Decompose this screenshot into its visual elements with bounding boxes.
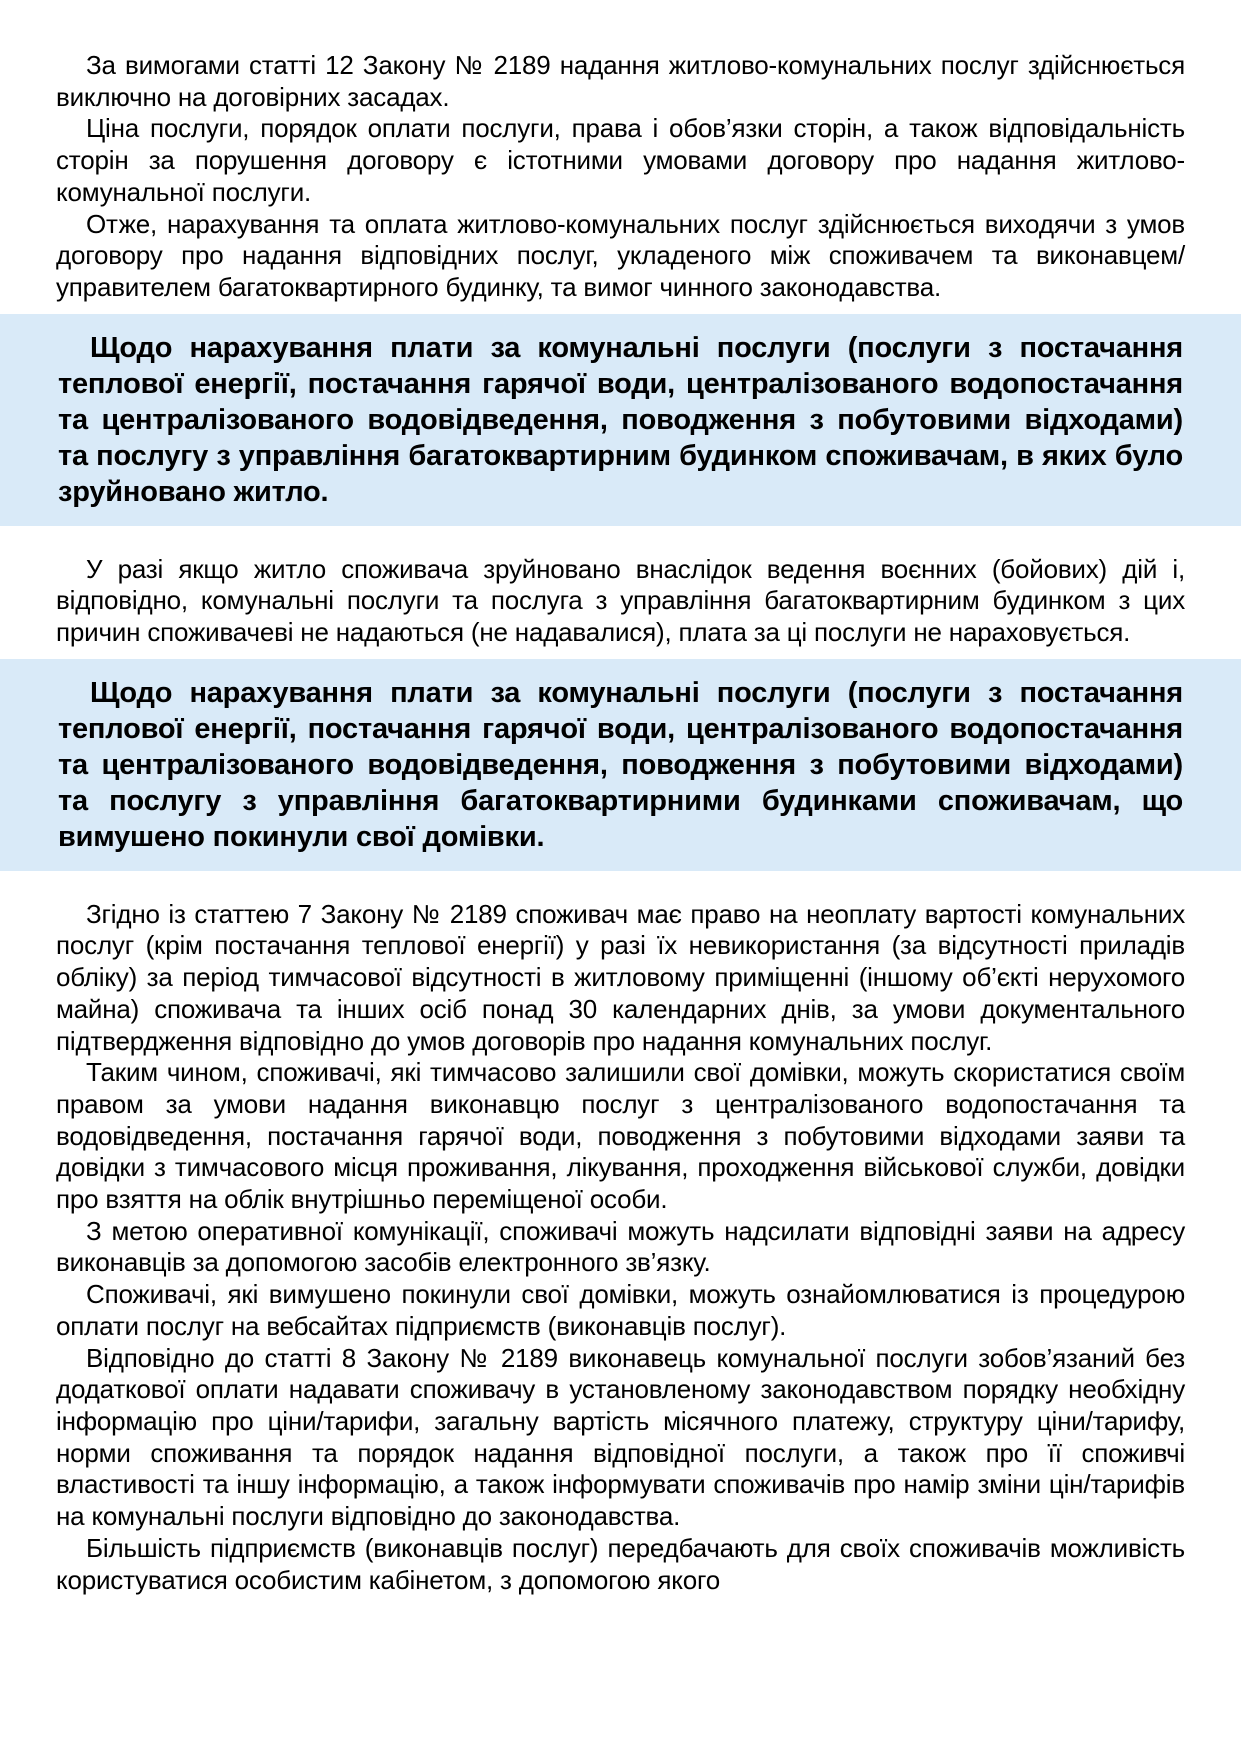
paragraph-law-2189-article-8-information-duty: Відповідно до статті 8 Закону № 2189 виконавець комунальної послуги зобов’язаний без додаткової оплати надавати споживачу в установленому законодавством порядку необхідну інформацію про ціни/тарифи, загальну вартість місячного платежу, структуру ціни/тарифу, норми споживання та порядок надання відповідної послуги, а також про її споживчі властивості та іншу інформацію, а також інформувати споживачів про намір зміни цін/тарифів на комунальні послуги відповідно до законодавства. bbox=[56, 1342, 1185, 1532]
paragraph-contract-essential-terms: Ціна послуги, порядок оплати послуги, права і обов’язки сторін, а також відповідальність сторін за порушення договору є істотними умовами договору про надання житлово-комунальної послуги. bbox=[56, 113, 1185, 207]
paragraph-law-2189-article-7-nonpayment-right: Згідно із статтею 7 Закону № 2189 споживач має право на неоплату вартості комунальних послуг (крім постачання теплової енергії) у разі їх невикористання (за відсутності приладів обліку) за період тимчасової відсутності в житловому приміщенні (іншому об’єкті нерухомого майна) споживача та інших осіб понад 30 календарних днів, за умови документального підтвердження відповідно до умов договорів про надання комунальних послуг. bbox=[56, 898, 1185, 1056]
paragraph-destroyed-housing-no-charge: У разі якщо житло споживача зруйновано внаслідок ведення воєнних (бойових) дій і, відповідно, комунальні послуги та послуга з управління багатоквартирним будинком з цих причин споживачеві не надаються (не надавалися), плата за ці послуги не нараховується. bbox=[56, 553, 1185, 648]
paragraph-temporary-absence-documents: Таким чином, споживачі, які тимчасово залишили свої домівки, можуть скористатися своїм правом за умови надання виконавцю послуг з централізованого водопостачання та водовідведення, постачання гарячої води, поводження з побутовими відходами заяви та довідки з тимчасового місця проживання, лікування, проходження військової служби, довідки про взяття на облік внутрішньо переміщеної особи. bbox=[56, 1057, 1185, 1215]
paragraph-electronic-communication: З метою оперативної комунікації, споживачі можуть надсилати відповідні заяви на адресу виконавців за допомогою засобів електронного зв’язку. bbox=[56, 1215, 1185, 1278]
paragraph-payment-info-on-websites: Споживачі, які вимушено покинули свої домівки, можуть ознайомлюватися із процедурою оплати послуг на вебсайтах підприємств (виконавців послуг). bbox=[56, 1279, 1185, 1341]
paragraph-personal-account-availability: Більшість підприємств (виконавців послуг) передбачають для своїх споживачів можливість користуватися особистим кабінетом, з допомогою якого bbox=[56, 1532, 1185, 1595]
paragraph-law-2189-article-12: За вимогами статті 12 Закону № 2189 надання житлово-комунальних послуг здійснюється виключно на договірних засадах. bbox=[56, 50, 1185, 112]
highlight-heading-destroyed-housing: Щодо нарахування плати за комунальні послуги (послуги з постачання теплової енергії, постачання гарячої води, централізованого водопостачання та централізованого водовідведення, поводження з побутовими відходами) та послугу з управління багатоквартирним будинком споживачам, в яких було зруйновано житло. bbox=[0, 314, 1241, 526]
highlight-heading-forced-to-leave-homes: Щодо нарахування плати за комунальні послуги (послуги з постачання теплової енергії, постачання гарячої води, централізованого водопостачання та централізованого водовідведення, поводження з побутовими відходами) та послугу з управління багатоквартирними будинками споживачам, що вимушено покинули свої домівки. bbox=[0, 659, 1241, 871]
paragraph-accrual-and-payment-basis: Отже, нарахування та оплата житлово-комунальних послуг здійснюється виходячи з умов договору про надання відповідних послуг, укладеного між споживачем та виконавцем/управителем багатоквартирного будинку, та вимог чинного законодавства. bbox=[56, 208, 1185, 302]
